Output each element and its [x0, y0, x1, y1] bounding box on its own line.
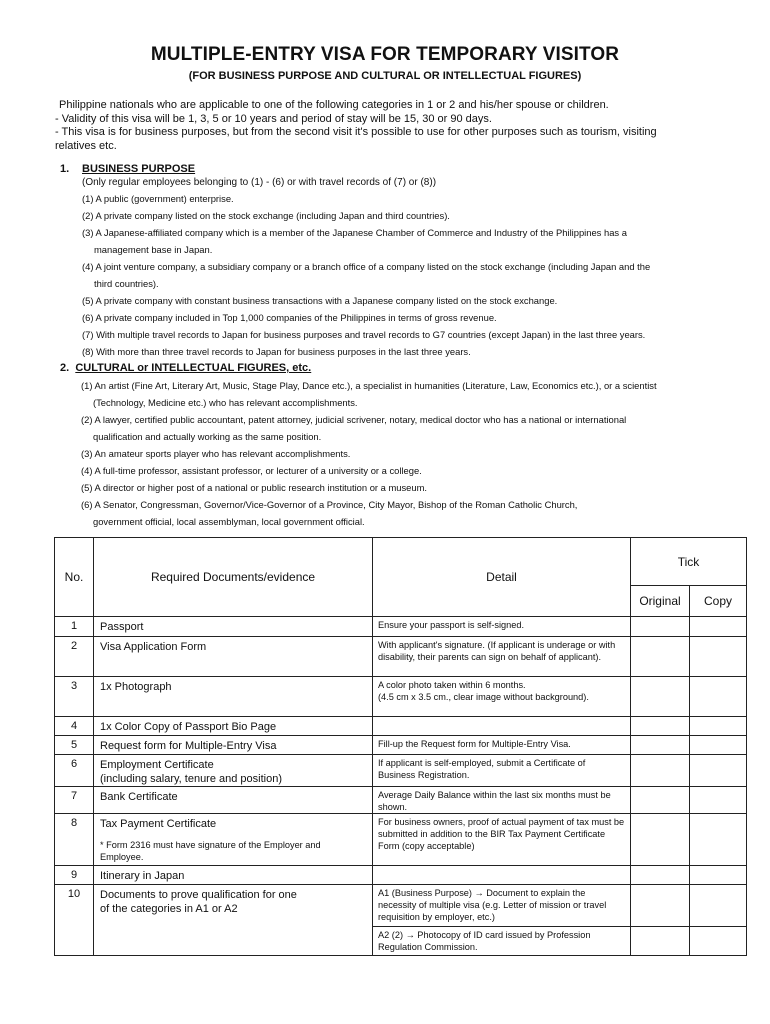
row-number: 4	[55, 717, 94, 736]
list-item: (5) A private company with constant business transactions with a Japanese company listed on the stock exchange.	[82, 295, 558, 306]
tick-original-checkbox[interactable]	[631, 755, 690, 787]
section1-items	[82, 190, 742, 360]
table-row	[55, 717, 747, 736]
table-header-row	[55, 538, 747, 586]
list-item: (1) A public (government) enterprise.	[82, 193, 234, 204]
tick-original-checkbox[interactable]	[631, 927, 690, 956]
list-item: (2) A lawyer, certified public accountant, patent attorney, judicial scrivener, notary, medical doctor who has a national or international	[81, 414, 627, 425]
row-number: 7	[55, 787, 94, 814]
page-subtitle: (FOR BUSINESS PURPOSE AND CULTURAL OR INTELLECTUAL FIGURES)	[188, 70, 582, 82]
list-item: (1) An artist (Fine Art, Literary Art, Music, Stage Play, Dance etc.), a specialist in humanities (Literature, Law, Economics etc.), or a scientist	[81, 380, 657, 391]
list-item-continuation: qualification and actually working as the same position.	[93, 431, 322, 442]
table-row	[55, 814, 747, 866]
table-row	[55, 617, 747, 637]
tick-copy-checkbox[interactable]	[690, 755, 747, 787]
list-item: (4) A full-time professor, assistant professor, or lecturer of a university or a college.	[81, 465, 422, 476]
header-required-documents: Required Documents/evidence	[94, 538, 373, 617]
row-number: 8	[55, 814, 94, 866]
tick-original-checkbox[interactable]	[631, 736, 690, 755]
tick-original-checkbox[interactable]	[631, 717, 690, 736]
row-detail: A1 (Business Purpose) → Document to explain the necessity of multiple visa (e.g. Letter of mission or travel requisition by employer, etc.)	[373, 885, 631, 927]
list-item: (4) A joint venture company, a subsidiary company or a branch office of a company listed on the stock exchange (including Japan and the	[82, 261, 651, 272]
row-document: Documents to prove qualification for one of the categories in A1 or A2	[94, 885, 373, 956]
tick-copy-checkbox[interactable]	[690, 885, 747, 927]
tick-copy-checkbox[interactable]	[690, 814, 747, 866]
header-original: Original	[631, 586, 690, 617]
table-row	[55, 637, 747, 677]
tick-original-checkbox[interactable]	[631, 677, 690, 717]
row-document: 1x Photograph	[94, 677, 373, 717]
row-detail	[373, 866, 631, 885]
row-detail: For business owners, proof of actual payment of tax must be submitted in addition to the BIR Tax Payment Certificate Form (copy acceptable)	[373, 814, 631, 866]
row-detail: Average Daily Balance within the last six months must be shown.	[373, 787, 631, 814]
intro-line: - This visa is for business purposes, but from the second visit it's possible to use for other purposes such as tourism, visiting	[55, 126, 657, 138]
row-document: Request form for Multiple-Entry Visa	[94, 736, 373, 755]
tick-original-checkbox[interactable]	[631, 866, 690, 885]
header-detail: Detail	[373, 538, 631, 617]
section1-number: 1.	[60, 163, 70, 175]
section1-title: BUSINESS PURPOSE	[82, 163, 196, 175]
list-item: (7) With multiple travel records to Japan for business purposes and travel records to G7 countries (except Japan) in the last three years.	[82, 329, 646, 340]
intro-line: - Validity of this visa will be 1, 3, 5 or 10 years and period of stay will be 15, 30 or 90 days.	[55, 112, 492, 125]
header-no: No.	[55, 538, 94, 617]
tick-original-checkbox[interactable]	[631, 885, 690, 927]
list-item: (5) A director or higher post of a national or public research institution or a museum.	[81, 482, 428, 493]
intro-text	[55, 99, 745, 153]
row-number: 3	[55, 677, 94, 717]
row-detail: A2 (2) → Photocopy of ID card issued by Profession Regulation Commission.	[373, 927, 631, 956]
row-detail: If applicant is self-employed, submit a Certificate of Business Registration.	[373, 755, 631, 787]
table-row	[55, 885, 747, 927]
list-item-continuation: third countries).	[94, 278, 159, 289]
list-item-continuation: management base in Japan.	[94, 244, 213, 255]
intro-line: Philippine nationals who are applicable to one of the following categories in 1 or 2 and his/her spouse or children.	[59, 99, 609, 111]
tick-copy-checkbox[interactable]	[690, 736, 747, 755]
section2-items	[81, 377, 741, 530]
row-document	[94, 814, 373, 866]
row-detail: Fill-up the Request form for Multiple-Entry Visa.	[373, 736, 631, 755]
row-number: 1	[55, 617, 94, 637]
list-item-continuation: government official, local assemblyman, local government official.	[93, 516, 365, 527]
header-copy: Copy	[690, 586, 747, 617]
list-item: (3) An amateur sports player who has relevant accomplishments.	[81, 448, 351, 459]
tick-original-checkbox[interactable]	[631, 617, 690, 637]
intro-line: relatives etc.	[55, 139, 117, 152]
list-item: (8) With more than three travel records to Japan for business purposes in the last three years.	[82, 346, 471, 357]
section2-title: CULTURAL or INTELLECTUAL FIGURES, etc.	[75, 362, 312, 374]
row-document: Itinerary in Japan	[94, 866, 373, 885]
tick-copy-checkbox[interactable]	[690, 717, 747, 736]
list-item: (6) A private company included in Top 1,000 companies of the Philippines in terms of gross revenue.	[82, 312, 497, 323]
row-detail: A color photo taken within 6 months. (4.5 cm x 3.5 cm., clear image without background).	[373, 677, 631, 717]
row-document-note: * Form 2316 must have signature of the Employer and Employee.	[100, 840, 321, 862]
row-document: Bank Certificate	[94, 787, 373, 814]
header-tick: Tick	[631, 538, 747, 586]
row-detail: With applicant's signature. (If applicant is underage or with disability, their parents can sign on behalf of applicant).	[373, 637, 631, 677]
row-number: 2	[55, 637, 94, 677]
row-document-title: Tax Payment Certificate	[100, 818, 217, 830]
requirements-table	[54, 537, 747, 956]
tick-copy-checkbox[interactable]	[690, 637, 747, 677]
row-number: 5	[55, 736, 94, 755]
row-document: Visa Application Form	[94, 637, 373, 677]
table-row	[55, 677, 747, 717]
section1-note: (Only regular employees belonging to (1) - (6) or with travel records of (7) or (8))	[82, 177, 437, 188]
tick-copy-checkbox[interactable]	[690, 787, 747, 814]
row-number: 10	[55, 885, 94, 956]
table-row	[55, 736, 747, 755]
list-item: (6) A Senator, Congressman, Governor/Vice-Governor of a Province, City Mayor, Bishop of the Roman Catholic Church,	[81, 499, 578, 510]
tick-original-checkbox[interactable]	[631, 787, 690, 814]
list-item: (2) A private company listed on the stock exchange (including Japan and third countries).	[82, 210, 450, 221]
table-row	[55, 866, 747, 885]
row-detail	[373, 717, 631, 736]
row-number: 6	[55, 755, 94, 787]
page-title: MULTIPLE-ENTRY VISA FOR TEMPORARY VISITOR	[150, 44, 620, 65]
row-document: Employment Certificate (including salary, tenure and position)	[94, 755, 373, 787]
section1-heading	[60, 163, 195, 175]
row-number: 9	[55, 866, 94, 885]
tick-original-checkbox[interactable]	[631, 637, 690, 677]
tick-copy-checkbox[interactable]	[690, 677, 747, 717]
section2-number: 2.	[60, 362, 70, 374]
list-item: (3) A Japanese-affiliated company which is a member of the Japanese Chamber of Commerce and Industry of the Philippines has a	[82, 227, 627, 238]
tick-copy-checkbox[interactable]	[690, 617, 747, 637]
list-item-continuation: (Technology, Medicine etc.) who has relevant accomplishments.	[93, 397, 358, 408]
table-row	[55, 755, 747, 787]
tick-copy-checkbox[interactable]	[690, 866, 747, 885]
row-document: Passport	[94, 617, 373, 637]
tick-copy-checkbox[interactable]	[690, 927, 747, 956]
row-detail: Ensure your passport is self-signed.	[373, 617, 631, 637]
tick-original-checkbox[interactable]	[631, 814, 690, 866]
row-document: 1x Color Copy of Passport Bio Page	[94, 717, 373, 736]
table-row	[55, 787, 747, 814]
section2-heading	[60, 362, 311, 374]
